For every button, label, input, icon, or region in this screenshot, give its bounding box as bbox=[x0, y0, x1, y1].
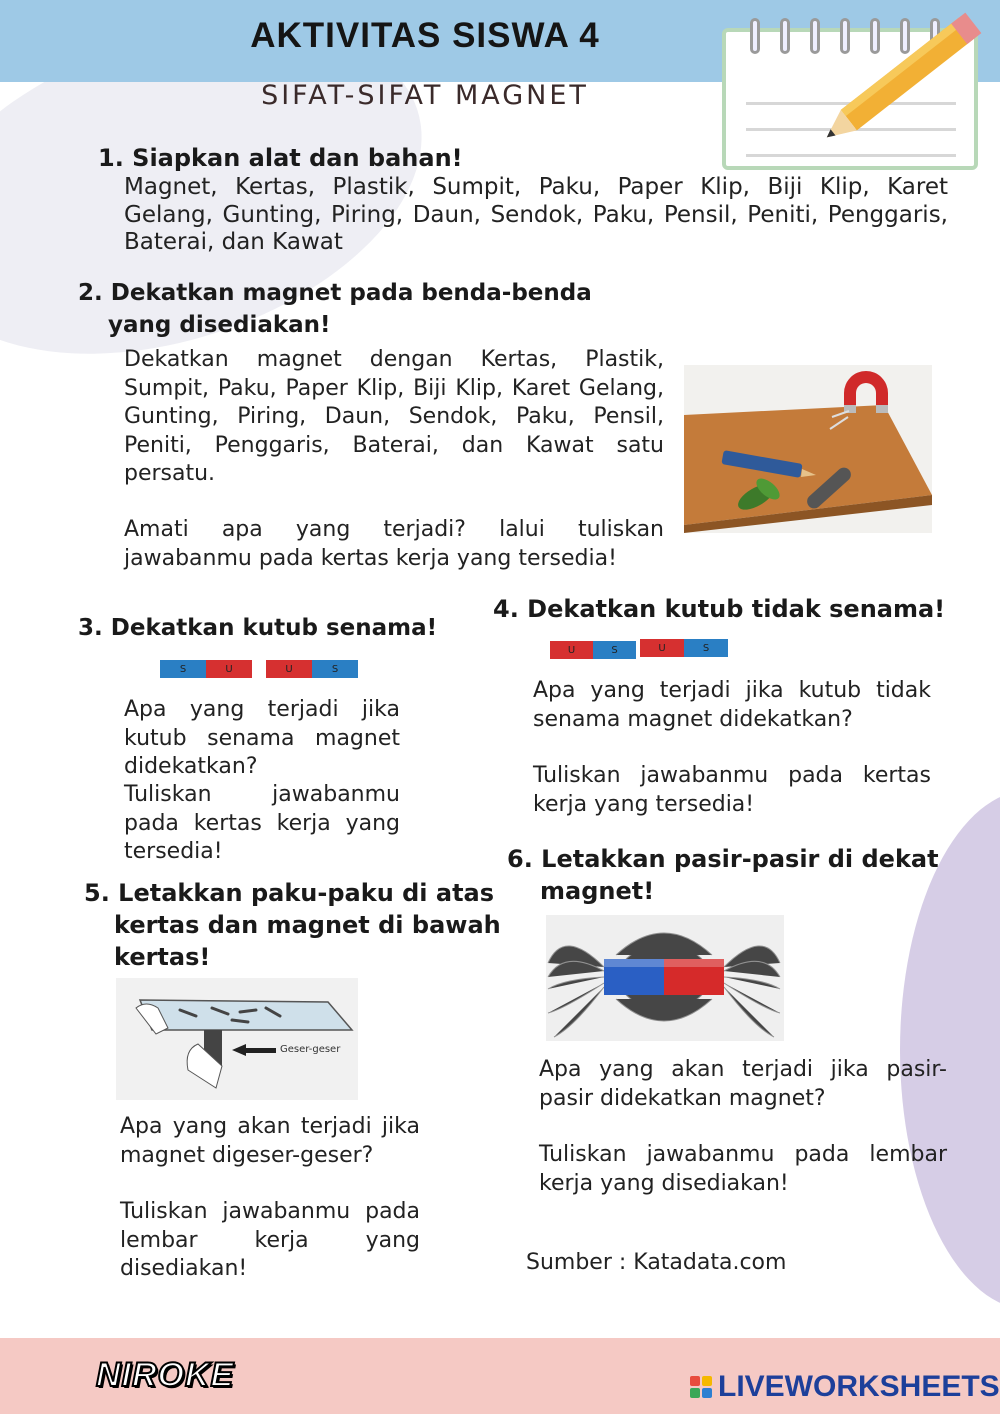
step-4-heading: 4. Dekatkan kutub tidak senama! bbox=[493, 595, 946, 623]
step-6-instruction: Tuliskan jawabanmu pada lembar kerja yang disediakan! bbox=[539, 1142, 947, 1196]
magnet-bar: S U bbox=[160, 660, 252, 678]
page-title: AKTIVITAS SISWA 4 bbox=[250, 16, 600, 55]
opposite-poles-magnets bbox=[548, 637, 738, 663]
step-5-instruction: Tuliskan jawabanmu pada lembar kerja yang disediakan! bbox=[120, 1199, 420, 1281]
step-5-heading-line3: kertas! bbox=[114, 943, 211, 971]
step-1-heading: 1. Siapkan alat dan bahan! bbox=[98, 144, 463, 172]
liveworksheets-logo[interactable] bbox=[690, 1370, 1000, 1404]
magnet-table-image bbox=[684, 365, 932, 533]
step-5-question: Apa yang akan terjadi jika magnet digeser-geser? bbox=[120, 1114, 420, 1168]
brand-logo: NIROKE bbox=[96, 1356, 235, 1394]
step-2-heading-line2: yang disediakan! bbox=[108, 312, 331, 338]
same-poles-magnets bbox=[160, 656, 360, 686]
step-3-instruction: Tuliskan jawabanmu pada kertas kerja yang tersedia! bbox=[124, 782, 400, 864]
step-2-question: Amati apa yang terjadi? lalui tuliskan jawabanmu pada kertas kerja yang tersedia! bbox=[124, 517, 664, 571]
step-3-question: Apa yang terjadi jika kutub senama magnet didekatkan? bbox=[124, 697, 400, 779]
magnet-bar: U S bbox=[550, 641, 636, 659]
magnet-bar: U S bbox=[640, 639, 728, 657]
step-4-instruction: Tuliskan jawabanmu pada kertas kerja yang tersedia! bbox=[533, 763, 931, 817]
source-credit: Sumber : Katadata.com bbox=[526, 1250, 787, 1275]
image-caption: Geser-geser bbox=[280, 1044, 341, 1055]
step-4-question: Apa yang terjadi jika kutub tidak senama magnet didekatkan? bbox=[533, 678, 931, 732]
liveworksheets-icon bbox=[690, 1376, 712, 1398]
step-2-text: Dekatkan magnet dengan Kertas, Plastik, Sumpit, Paku, Paper Klip, Biji Klip, Karet Gelang, Gunting, Piring, Daun, Sendok, Paku, Pensil, Peniti, Penggaris, Baterai, dan Kawat satu persatu. bbox=[124, 347, 664, 486]
step-5-heading-line2: kertas dan magnet di bawah bbox=[114, 911, 501, 939]
iron-filings-magnet-image bbox=[546, 915, 784, 1041]
step-6-heading-line2: magnet! bbox=[540, 877, 655, 905]
step-6-heading-line1: 6. Letakkan pasir-pasir di dekat bbox=[507, 845, 939, 873]
step-1-text: Magnet, Kertas, Plastik, Sumpit, Paku, Paper Klip, Biji Klip, Karet Gelang, Gunting, Piring, Daun, Sendok, Paku, Pensil, Peniti, Penggaris, Baterai, dan Kawat bbox=[124, 174, 948, 255]
paper-magnet-image bbox=[116, 978, 358, 1100]
magnet-bar: U S bbox=[266, 660, 358, 678]
step-2-heading-line1: 2. Dekatkan magnet pada benda-benda bbox=[78, 280, 592, 306]
liveworksheets-label: LIVEWORKSHEETS bbox=[718, 1370, 1000, 1403]
page-subtitle: SIFAT-SIFAT MAGNET bbox=[261, 80, 589, 111]
step-6-question: Apa yang akan terjadi jika pasir-pasir didekatkan magnet? bbox=[539, 1057, 947, 1111]
step-3-heading: 3. Dekatkan kutub senama! bbox=[78, 615, 438, 641]
step-5-heading-line1: 5. Letakkan paku-paku di atas bbox=[84, 879, 495, 907]
